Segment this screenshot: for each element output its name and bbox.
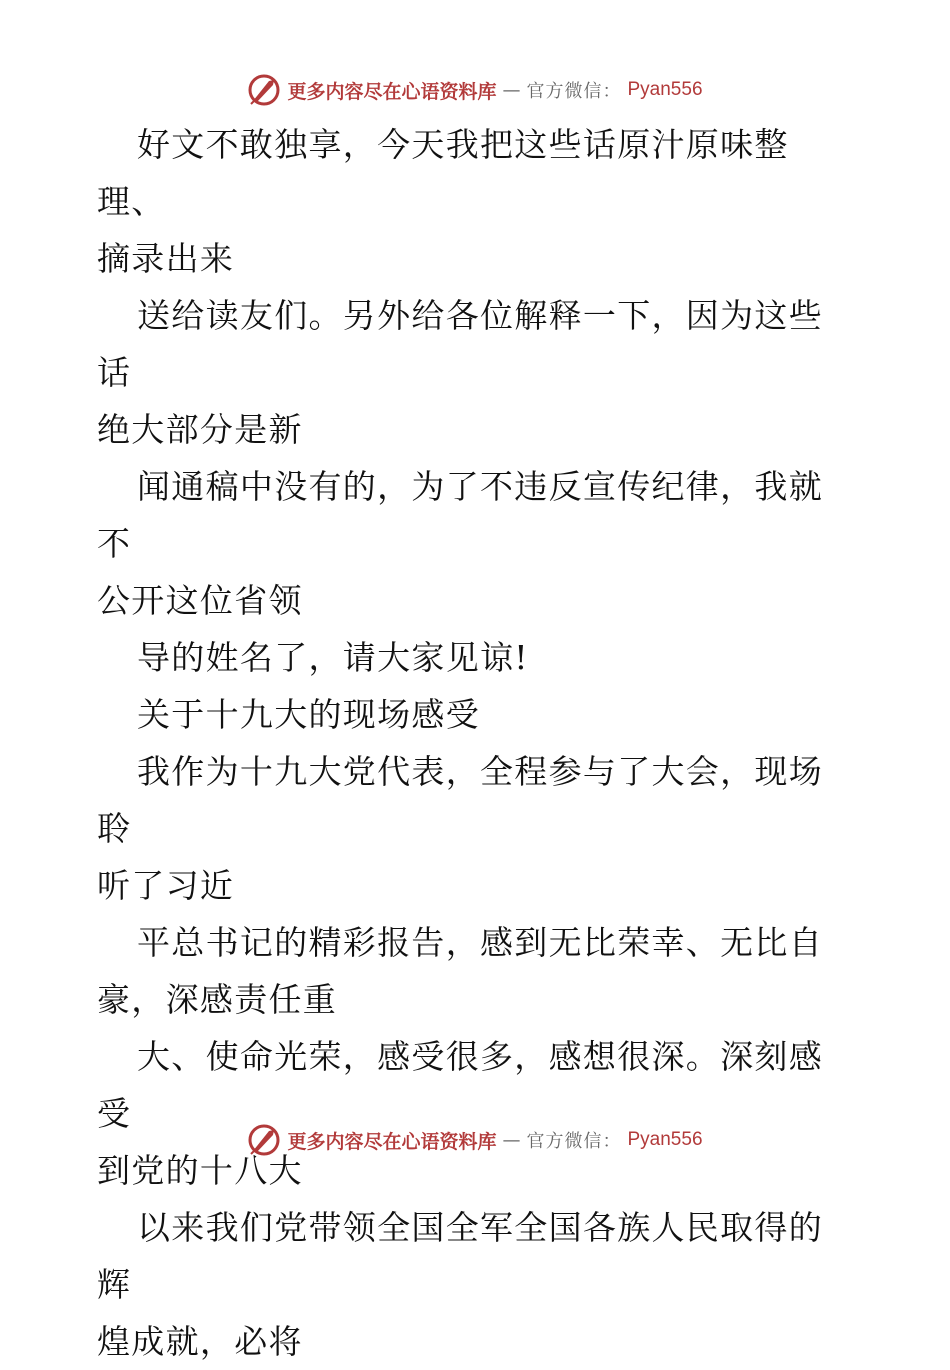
- header-banner: [0, 70, 950, 110]
- paragraph: [97, 914, 857, 1028]
- paragraph: [97, 686, 857, 743]
- paragraph-continuation: 到党的十八大: [97, 1151, 303, 1190]
- paragraph: [97, 629, 857, 686]
- paragraph-continuation: 听了习近: [97, 866, 235, 905]
- paragraph-line: 导的姓名了，请大家见谅!: [137, 638, 529, 677]
- banner-separator: —: [502, 1129, 521, 1151]
- banner-title: 更多内容尽在心语资料库: [287, 80, 497, 103]
- banner-wechat-id: Pyan556: [627, 79, 703, 100]
- paragraph-line: 闻通稿中没有的，为了不违反宣传纪律，我就不: [97, 467, 823, 563]
- paragraph-line: 我作为十九大党代表，全程参与了大会，现场聆: [97, 752, 823, 848]
- paragraph-continuation: 煌成就，必将: [97, 1322, 303, 1361]
- paragraph-continuation: 公开这位省领: [97, 581, 303, 620]
- paragraph-line: 大、使命光荣，感受很多，感想很深。深刻感受: [97, 1037, 823, 1133]
- paragraph: [97, 743, 857, 914]
- paragraph-line: 平总书记的精彩报告，感到无比荣幸、无比自: [137, 923, 823, 962]
- paragraph: [97, 1028, 857, 1199]
- paragraph: [97, 458, 857, 629]
- paragraph-line: 送给读友们。另外给各位解释一下，因为这些话: [97, 296, 823, 392]
- paragraph: [97, 116, 857, 287]
- banner-wechat-label: 官方微信：: [526, 81, 622, 102]
- paragraph-continuation: 摘录出来: [97, 239, 235, 278]
- banner-separator: —: [502, 79, 521, 101]
- paragraph-continuation: 绝大部分是新: [97, 410, 303, 449]
- banner-title: 更多内容尽在心语资料库: [287, 1130, 497, 1153]
- quill-logo-icon: [247, 1123, 281, 1157]
- paragraph-continuation: 豪，深感责任重: [97, 980, 338, 1019]
- paragraph-line: 以来我们党带领全国全军全国各族人民取得的辉: [97, 1208, 823, 1304]
- paragraph: [97, 287, 857, 458]
- footer-banner: [0, 1120, 950, 1160]
- document-body: [97, 116, 857, 1370]
- paragraph: [97, 1199, 857, 1370]
- banner-wechat-id: Pyan556: [627, 1129, 703, 1150]
- banner-wechat-label: 官方微信：: [526, 1131, 622, 1152]
- paragraph-line: 好文不敢独享，今天我把这些话原汁原味整理、: [97, 125, 789, 221]
- quill-logo-icon: [247, 73, 281, 107]
- section-heading: 关于十九大的现场感受: [137, 695, 480, 734]
